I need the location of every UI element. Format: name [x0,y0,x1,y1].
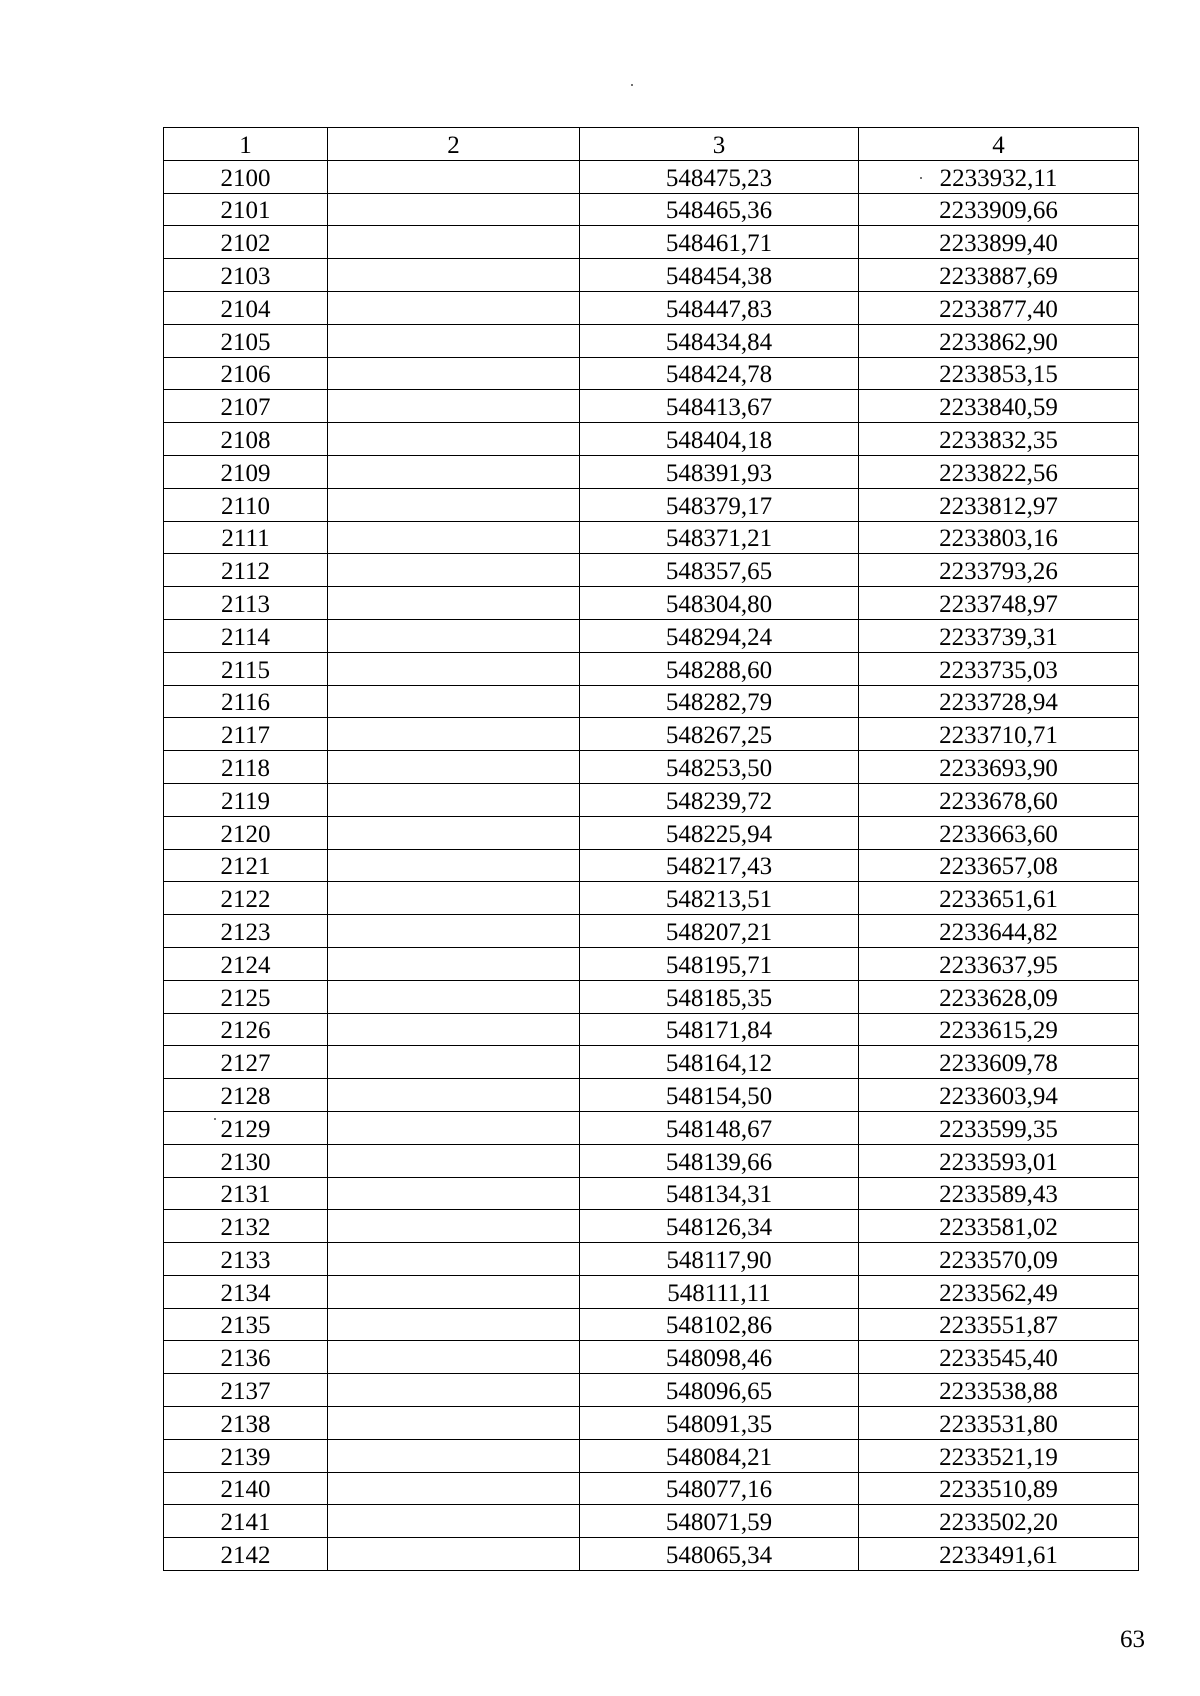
x-coordinate-cell: 548434,84 [580,324,859,357]
description-cell [328,193,580,226]
y-coordinate-cell: 2233637,95 [859,947,1139,980]
x-coordinate-cell: 548253,50 [580,751,859,784]
x-coordinate-cell: 548391,93 [580,455,859,488]
point-number-cell: 2142 [164,1538,328,1571]
description-cell [328,423,580,456]
table-row [164,423,1139,456]
point-number-cell: 2113 [164,587,328,620]
table-row [164,1407,1139,1440]
point-number-cell: 2110 [164,488,328,521]
x-coordinate-cell: 548102,86 [580,1308,859,1341]
y-coordinate-cell: 2233899,40 [859,226,1139,259]
description-cell [328,1013,580,1046]
y-coordinate-cell: 2233793,26 [859,554,1139,587]
x-coordinate-cell: 548404,18 [580,423,859,456]
point-number-cell: 2103 [164,259,328,292]
x-coordinate-cell: 548304,80 [580,587,859,620]
table-row [164,685,1139,718]
y-coordinate-cell: 2233502,20 [859,1505,1139,1538]
description-cell [328,1046,580,1079]
x-coordinate-cell: 548154,50 [580,1079,859,1112]
table-row [164,751,1139,784]
x-coordinate-cell: 548185,35 [580,980,859,1013]
description-cell [328,718,580,751]
description-cell [328,1439,580,1472]
x-coordinate-cell: 548195,71 [580,947,859,980]
table-row [164,488,1139,521]
description-cell [328,882,580,915]
table-row [164,1374,1139,1407]
x-coordinate-cell: 548225,94 [580,816,859,849]
x-coordinate-cell: 548465,36 [580,193,859,226]
table-row [164,1538,1139,1571]
point-number-cell: 2130 [164,1144,328,1177]
table-row [164,718,1139,751]
column-header-3: 3 [580,128,859,161]
point-number-cell: 2124 [164,947,328,980]
point-number-cell: 2132 [164,1210,328,1243]
table-row [164,324,1139,357]
x-coordinate-cell: 548461,71 [580,226,859,259]
point-number-cell: 2140 [164,1472,328,1505]
description-cell [328,357,580,390]
y-coordinate-cell: 2233822,56 [859,455,1139,488]
scan-speck [631,84,633,86]
y-coordinate-cell: 2233728,94 [859,685,1139,718]
x-coordinate-cell: 548139,66 [580,1144,859,1177]
table-row [164,1275,1139,1308]
table-row [164,1210,1139,1243]
description-cell [328,455,580,488]
x-coordinate-cell: 548447,83 [580,291,859,324]
y-coordinate-cell: 2233593,01 [859,1144,1139,1177]
column-header-1: 1 [164,128,328,161]
table-row [164,1177,1139,1210]
x-coordinate-cell: 548065,34 [580,1538,859,1571]
point-number-cell: 2121 [164,849,328,882]
point-number-cell: 2116 [164,685,328,718]
description-cell [328,587,580,620]
x-coordinate-cell: 548267,25 [580,718,859,751]
point-number-cell: 2101 [164,193,328,226]
y-coordinate-cell: 2233615,29 [859,1013,1139,1046]
x-coordinate-cell: 548077,16 [580,1472,859,1505]
y-coordinate-cell: 2233853,15 [859,357,1139,390]
table-row [164,619,1139,652]
table-row [164,882,1139,915]
table-row [164,390,1139,423]
table-row [164,849,1139,882]
x-coordinate-cell: 548148,67 [580,1111,859,1144]
x-coordinate-cell: 548357,65 [580,554,859,587]
y-coordinate-cell: 2233739,31 [859,619,1139,652]
table-row [164,1472,1139,1505]
x-coordinate-cell: 548071,59 [580,1505,859,1538]
table-row [164,947,1139,980]
description-cell [328,160,580,193]
point-number-cell: 2112 [164,554,328,587]
point-number-cell: 2138 [164,1407,328,1440]
description-cell [328,751,580,784]
x-coordinate-cell: 548091,35 [580,1407,859,1440]
x-coordinate-cell: 548111,11 [580,1275,859,1308]
point-number-cell: 2106 [164,357,328,390]
y-coordinate-cell: 2233812,97 [859,488,1139,521]
x-coordinate-cell: 548379,17 [580,488,859,521]
table-row [164,1079,1139,1112]
table-row [164,160,1139,193]
table-row [164,1341,1139,1374]
table-row [164,1308,1139,1341]
y-coordinate-cell: 2233551,87 [859,1308,1139,1341]
y-coordinate-cell: 2233887,69 [859,259,1139,292]
point-number-cell: 2111 [164,521,328,554]
point-number-cell: 2123 [164,915,328,948]
y-coordinate-cell: 2233644,82 [859,915,1139,948]
table-row [164,783,1139,816]
table-row [164,1111,1139,1144]
point-number-cell: 2134 [164,1275,328,1308]
table-row [164,455,1139,488]
y-coordinate-cell: 2233877,40 [859,291,1139,324]
point-number-cell: 2109 [164,455,328,488]
y-coordinate-cell: 2233909,66 [859,193,1139,226]
y-coordinate-cell: 2233628,09 [859,980,1139,1013]
description-cell [328,1111,580,1144]
y-coordinate-cell: 2233693,90 [859,751,1139,784]
description-cell [328,1275,580,1308]
page-number: 63 [1120,1626,1145,1653]
point-number-cell: 2131 [164,1177,328,1210]
description-cell [328,980,580,1013]
table-row [164,521,1139,554]
table-row [164,193,1139,226]
description-cell [328,390,580,423]
table-row [164,357,1139,390]
x-coordinate-cell: 548288,60 [580,652,859,685]
description-cell [328,1472,580,1505]
y-coordinate-cell: 2233538,88 [859,1374,1139,1407]
description-cell [328,619,580,652]
table-row [164,1243,1139,1276]
description-cell [328,554,580,587]
y-coordinate-cell: 2233710,71 [859,718,1139,751]
table-row [164,587,1139,620]
point-number-cell: 2105 [164,324,328,357]
y-coordinate-cell: 2233748,97 [859,587,1139,620]
y-coordinate-cell: 2233862,90 [859,324,1139,357]
description-cell [328,324,580,357]
y-coordinate-cell: 2233803,16 [859,521,1139,554]
description-cell [328,1177,580,1210]
y-coordinate-cell: 2233832,35 [859,423,1139,456]
point-number-cell: 2128 [164,1079,328,1112]
point-number-cell: 2135 [164,1308,328,1341]
table-row [164,1046,1139,1079]
point-number-cell: 2114 [164,619,328,652]
description-cell [328,816,580,849]
table-row [164,226,1139,259]
column-header-4: 4 [859,128,1139,161]
x-coordinate-cell: 548134,31 [580,1177,859,1210]
description-cell [328,652,580,685]
x-coordinate-cell: 548096,65 [580,1374,859,1407]
point-number-cell: 2115 [164,652,328,685]
table-row [164,652,1139,685]
x-coordinate-cell: 548475,23 [580,160,859,193]
description-cell [328,849,580,882]
description-cell [328,783,580,816]
x-coordinate-cell: 548371,21 [580,521,859,554]
description-cell [328,1308,580,1341]
x-coordinate-cell: 548239,72 [580,783,859,816]
x-coordinate-cell: 548454,38 [580,259,859,292]
point-number-cell: 2126 [164,1013,328,1046]
description-cell [328,1374,580,1407]
description-cell [328,1243,580,1276]
table-row [164,259,1139,292]
x-coordinate-cell: 548217,43 [580,849,859,882]
y-coordinate-cell: 2233599,35 [859,1111,1139,1144]
y-coordinate-cell: 2233609,78 [859,1046,1139,1079]
x-coordinate-cell: 548207,21 [580,915,859,948]
point-number-cell: 2122 [164,882,328,915]
description-cell [328,1341,580,1374]
table-row [164,915,1139,948]
description-cell [328,947,580,980]
point-number-cell: 2100 [164,160,328,193]
x-coordinate-cell: 548413,67 [580,390,859,423]
table-row [164,816,1139,849]
x-coordinate-cell: 548084,21 [580,1439,859,1472]
header-row [164,128,1139,161]
description-cell [328,1407,580,1440]
y-coordinate-cell: 2233603,94 [859,1079,1139,1112]
point-number-cell: 2117 [164,718,328,751]
table-body [164,160,1139,1570]
description-cell [328,1538,580,1571]
description-cell [328,1079,580,1112]
y-coordinate-cell: 2233735,03 [859,652,1139,685]
description-cell [328,915,580,948]
description-cell [328,488,580,521]
point-number-cell: 2139 [164,1439,328,1472]
point-number-cell: 2118 [164,751,328,784]
table-header [164,128,1139,161]
point-number-cell: 2108 [164,423,328,456]
description-cell [328,1505,580,1538]
x-coordinate-cell: 548171,84 [580,1013,859,1046]
table-row [164,1013,1139,1046]
y-coordinate-cell: 2233663,60 [859,816,1139,849]
y-coordinate-cell: 2233521,19 [859,1439,1139,1472]
table-row [164,1505,1139,1538]
table-row [164,1439,1139,1472]
description-cell [328,521,580,554]
y-coordinate-cell: 2233651,61 [859,882,1139,915]
y-coordinate-cell: 2233581,02 [859,1210,1139,1243]
column-header-2: 2 [328,128,580,161]
coordinates-table [163,127,1139,1571]
point-number-cell: 2119 [164,783,328,816]
x-coordinate-cell: 548294,24 [580,619,859,652]
description-cell [328,685,580,718]
description-cell [328,259,580,292]
y-coordinate-cell: 2233545,40 [859,1341,1139,1374]
point-number-cell: 2129 [164,1111,328,1144]
y-coordinate-cell: 2233932,11 [859,160,1139,193]
x-coordinate-cell: 548117,90 [580,1243,859,1276]
table-row [164,1144,1139,1177]
point-number-cell: 2125 [164,980,328,1013]
table-row [164,291,1139,324]
table-row [164,554,1139,587]
description-cell [328,226,580,259]
x-coordinate-cell: 548164,12 [580,1046,859,1079]
y-coordinate-cell: 2233491,61 [859,1538,1139,1571]
x-coordinate-cell: 548424,78 [580,357,859,390]
point-number-cell: 2137 [164,1374,328,1407]
point-number-cell: 2136 [164,1341,328,1374]
point-number-cell: 2141 [164,1505,328,1538]
point-number-cell: 2127 [164,1046,328,1079]
y-coordinate-cell: 2233678,60 [859,783,1139,816]
x-coordinate-cell: 548126,34 [580,1210,859,1243]
y-coordinate-cell: 2233840,59 [859,390,1139,423]
y-coordinate-cell: 2233510,89 [859,1472,1139,1505]
description-cell [328,291,580,324]
x-coordinate-cell: 548282,79 [580,685,859,718]
table-row [164,980,1139,1013]
x-coordinate-cell: 548098,46 [580,1341,859,1374]
point-number-cell: 2104 [164,291,328,324]
description-cell [328,1210,580,1243]
y-coordinate-cell: 2233657,08 [859,849,1139,882]
y-coordinate-cell: 2233570,09 [859,1243,1139,1276]
point-number-cell: 2120 [164,816,328,849]
y-coordinate-cell: 2233589,43 [859,1177,1139,1210]
x-coordinate-cell: 548213,51 [580,882,859,915]
y-coordinate-cell: 2233531,80 [859,1407,1139,1440]
point-number-cell: 2107 [164,390,328,423]
y-coordinate-cell: 2233562,49 [859,1275,1139,1308]
point-number-cell: 2102 [164,226,328,259]
description-cell [328,1144,580,1177]
point-number-cell: 2133 [164,1243,328,1276]
